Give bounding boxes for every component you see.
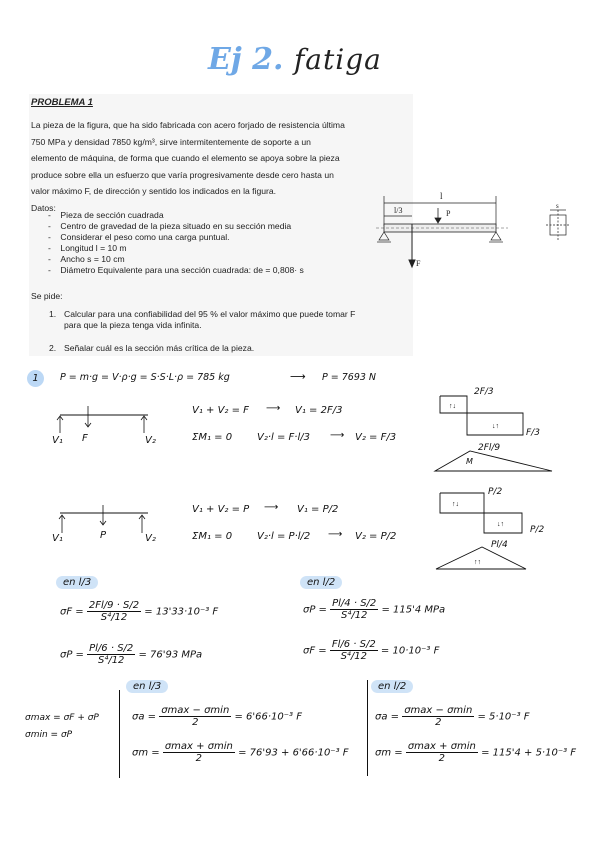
- stress-result: = 5·10⁻³ F: [477, 711, 530, 723]
- equation: ΣM₁ = 0: [192, 432, 233, 443]
- datos-text: Considerar el peso como una carga puntual.: [60, 232, 230, 242]
- arrow: ⟶: [330, 430, 345, 441]
- stress-fraction: [406, 741, 478, 764]
- section-label-l3: en l/3: [56, 576, 98, 589]
- datos-text: Longitud l = 10 m: [60, 243, 127, 253]
- arrow: ⟶: [290, 370, 306, 383]
- section-label-l3: en l/3: [126, 680, 168, 693]
- sigma-m-l3: [132, 741, 349, 764]
- stress-lhs: σF =: [60, 606, 84, 618]
- v1-label: V₁: [52, 435, 63, 446]
- datos-text: Diámetro Equivalente para una sección cuadrada: de = 0,808· s: [60, 265, 304, 275]
- datos-item: - Longitud l = 10 m: [48, 243, 127, 253]
- shear-diagram: [440, 396, 523, 435]
- sigma-a-l3: [132, 705, 302, 728]
- shear-diagram: [440, 493, 522, 533]
- stress-lhs: σP =: [303, 604, 327, 616]
- v2-label: V₂: [145, 435, 156, 446]
- fraction-numerator: 2Fl/9 · S/2: [88, 600, 140, 611]
- diagram-label: Pl/4: [491, 540, 508, 550]
- supports: [377, 232, 503, 242]
- section-label-l2: en l/2: [371, 680, 413, 693]
- moment-diagram: [435, 451, 552, 471]
- beam-sketch-1: [50, 403, 160, 447]
- datos-text: Pieza de sección cuadrada: [60, 210, 164, 220]
- load-p-arrow: [435, 208, 441, 223]
- section-label-l2: en l/2: [300, 576, 342, 589]
- datos-item: - Ancho s = 10 cm: [48, 254, 125, 264]
- stress-result: = 76'93 MPa: [138, 649, 203, 661]
- diagram-label: M: [466, 457, 473, 466]
- moment-arrow: ↑↑: [474, 559, 481, 566]
- stress-fraction: [159, 705, 231, 728]
- equation-result: V₂ = P/2: [355, 531, 397, 542]
- fraction-numerator: Pl/4 · S/2: [332, 598, 377, 609]
- equation-result: V₁ = 2F/3: [295, 405, 343, 416]
- intro-line: La pieza de la figura, que ha sido fabricada con acero forjado de resistencia última: [31, 120, 345, 130]
- fraction-denominator: S⁴/12: [340, 651, 368, 662]
- weight-equation: P = m·g = V·ρ·g = S·S·L·ρ = 785 kg: [60, 372, 230, 383]
- stress-lhs: σa =: [132, 711, 157, 723]
- fraction-numerator: σmax − σmin: [404, 705, 473, 716]
- intro-line: produce sobre ella un esfuerzo que varía progresivamente desde cero hasta un: [31, 169, 334, 180]
- weight-result: P = 7693 N: [322, 372, 377, 383]
- fraction-denominator: S⁴/12: [340, 610, 368, 621]
- fraction-numerator: σmax + σmin: [407, 741, 476, 752]
- sigma-min: σmin = σP: [25, 730, 73, 740]
- sigma-max: σmax = σF + σP: [25, 713, 99, 723]
- fraction-denominator: 2: [438, 753, 446, 764]
- problem-heading: PROBLEMA 1: [31, 97, 93, 108]
- datos-text: Centro de gravedad de la pieza situado en su sección media: [60, 221, 292, 231]
- dim-l3-label: l/3: [394, 206, 403, 215]
- task-text: Calcular para una confiabilidad del 95 % el valor máximo que puede tomar F: [64, 309, 356, 319]
- title-sub: fatiga: [293, 43, 382, 76]
- fraction-denominator: 2: [435, 717, 442, 728]
- fraction-numerator: Fl/6 · S/2: [331, 639, 376, 650]
- equation: V₂·l = P·l/2: [257, 531, 311, 542]
- step-badge: [27, 370, 44, 387]
- stress-lhs: σa =: [375, 711, 400, 723]
- equation: V₁ + V₂ = F: [192, 405, 249, 416]
- intro-line: valor máximo F, de dirección y sentido los indicados en la figura.: [31, 186, 277, 196]
- stress-fraction: [163, 741, 235, 764]
- p-label: P: [100, 530, 107, 541]
- fraction-denominator: S⁴/12: [97, 655, 125, 666]
- diagram-label: 2F/3: [474, 387, 494, 397]
- divider: [367, 680, 368, 776]
- title-main: Ej 2.: [208, 42, 284, 77]
- fraction-numerator: σmax + σmin: [164, 741, 233, 752]
- shear-arrow-down: ↓↑: [497, 521, 504, 528]
- stress-sp-l3: [60, 643, 202, 666]
- equation: V₂·l = F·l/3: [257, 432, 310, 443]
- intro-line: elemento de máquina, de forma que cuando el elemento se apoya sobre la pieza: [31, 153, 340, 163]
- task-number: 1.: [49, 309, 57, 319]
- shear-arrow-up: ↑↓: [449, 403, 456, 410]
- intro-line: 750 MPa y densidad 7850 kg/m³, sirve intermitentemente de soporte a un: [31, 136, 311, 147]
- datos-item: - Diámetro Equivalente para una sección cuadrada: de = 0,808· s: [48, 265, 304, 275]
- datos-item: - Pieza de sección cuadrada: [48, 210, 164, 220]
- diagram-label: P/2: [530, 525, 545, 535]
- beam-figure: [376, 186, 596, 272]
- stress-result: = 10·10⁻³ F: [380, 645, 440, 657]
- stress-result: = 76'93 + 6'66·10⁻³ F: [238, 747, 349, 759]
- v1-label: V₁: [52, 533, 63, 544]
- divider: [119, 690, 120, 778]
- stress-result: = 115'4 MPa: [381, 604, 446, 616]
- sigma-m-l2: [375, 741, 576, 764]
- fraction-numerator: σmax − σmin: [161, 705, 230, 716]
- fraction-denominator: 2: [195, 753, 203, 764]
- diagram-label: P/2: [488, 487, 503, 497]
- fraction-numerator: Pl/6 · S/2: [89, 643, 134, 654]
- equation: ΣM₁ = 0: [192, 531, 233, 542]
- stress-fraction: [330, 598, 378, 621]
- f-label: F: [82, 433, 88, 444]
- stress-result: = 115'4 + 5·10⁻³ F: [481, 747, 577, 759]
- load-p-label: P: [446, 209, 451, 218]
- stress-lhs: σP =: [60, 649, 84, 661]
- shear-arrow-down: ↓↑: [492, 423, 499, 430]
- equation-result: V₂ = F/3: [355, 432, 397, 443]
- stress-fraction: [87, 600, 141, 623]
- equation-result: V₁ = P/2: [297, 504, 339, 515]
- fraction-denominator: S⁴/12: [100, 612, 128, 623]
- stress-lhs: σm =: [132, 747, 160, 759]
- load-f-label: F: [416, 259, 421, 268]
- stress-lhs: σF =: [303, 645, 327, 657]
- task-text: Señalar cuál es la sección más crítica de la pieza.: [64, 343, 255, 353]
- stress-fraction: [87, 643, 135, 666]
- stress-lhs: σm =: [375, 747, 403, 759]
- equation: V₁ + V₂ = P: [192, 504, 250, 515]
- stress-sf-l2: [303, 639, 439, 662]
- stress-fraction: [330, 639, 378, 662]
- task-text: para que la pieza tenga vida infinita.: [64, 320, 202, 330]
- dim-l-label: l: [440, 191, 443, 201]
- sepide-label: Se pide:: [31, 291, 63, 301]
- arrow: ⟶: [266, 403, 281, 414]
- cross-section: [546, 210, 570, 240]
- stress-result: = 13'33·10⁻³ F: [144, 606, 219, 618]
- v2-label: V₂: [145, 533, 156, 544]
- stress-sf-l3: [60, 600, 218, 623]
- cross-section-s-label: s: [556, 202, 559, 210]
- title: [208, 42, 382, 77]
- diagram-label: 2Fl/9: [478, 443, 501, 453]
- step-number: 1: [32, 373, 39, 384]
- moment-diagram: [436, 547, 526, 569]
- shear-arrow-up: ↑↓: [452, 501, 459, 508]
- diagram-label: F/3: [526, 428, 540, 438]
- fraction-denominator: 2: [192, 717, 199, 728]
- datos-item: - Centro de gravedad de la pieza situado en su sección media: [48, 221, 292, 231]
- stress-sp-l2: [303, 598, 445, 621]
- datos-item: - Considerar el peso como una carga puntual.: [48, 232, 230, 242]
- datos-label: Datos:: [31, 203, 56, 213]
- arrow: ⟶: [264, 502, 279, 513]
- beam-body: [384, 224, 496, 232]
- shear-moment-diagram-1: [430, 383, 560, 475]
- arrow: ⟶: [328, 529, 343, 540]
- datos-text: Ancho s = 10 cm: [60, 254, 125, 264]
- sigma-a-l2: [375, 705, 530, 728]
- stress-result: = 6'66·10⁻³ F: [234, 711, 302, 723]
- stress-fraction: [402, 705, 474, 728]
- task-number: 2.: [49, 343, 57, 353]
